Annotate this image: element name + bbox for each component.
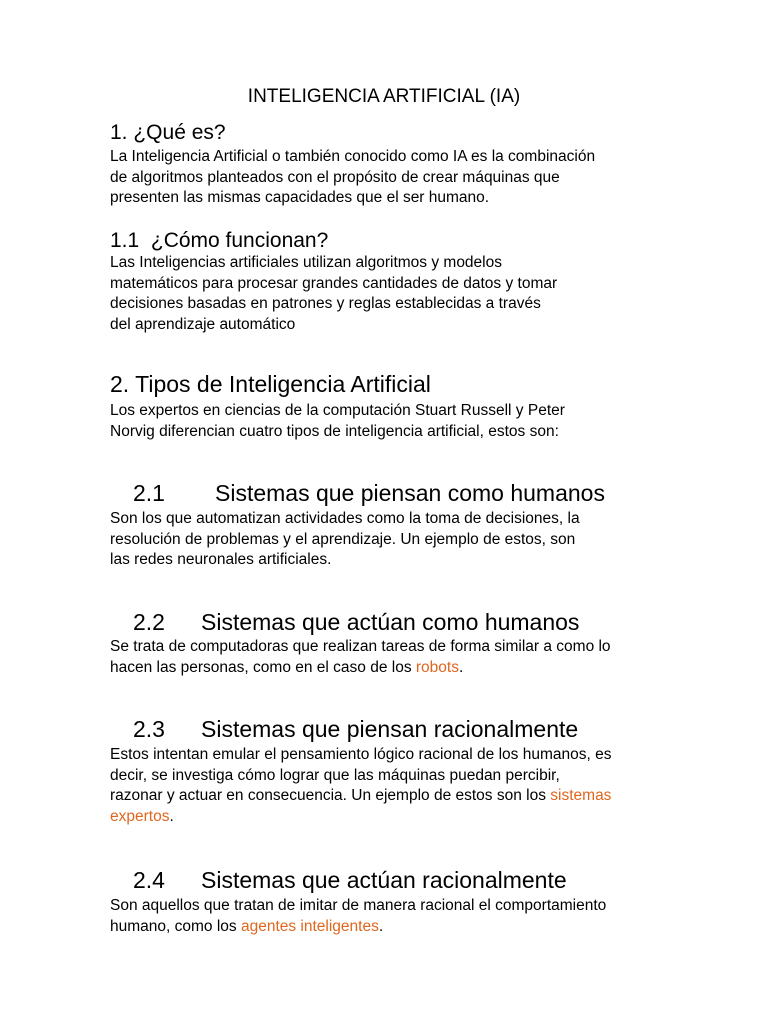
paragraph-line: Estos intentan emular el pensamiento lógico racional de los humanos, es xyxy=(110,746,612,763)
section-2-2-body xyxy=(110,637,611,678)
paragraph-line xyxy=(110,786,611,807)
paragraph-line: del aprendizaje automático xyxy=(110,315,296,333)
line-text: humano, como los xyxy=(110,917,241,935)
line-text: hacen las personas, como en el caso de los xyxy=(110,658,416,676)
section-2-4-heading: Sistemas que actúan racionalmente xyxy=(201,867,567,893)
paragraph-line: Son los que automatizan actividades como la toma de decisiones, la xyxy=(110,510,580,527)
sistemas-expertos-link[interactable]: expertos xyxy=(110,807,170,825)
document-title: INTELIGENCIA ARTIFICIAL (IA) xyxy=(247,86,521,107)
section-2-2-number: 2.2 xyxy=(133,609,165,635)
agentes-inteligentes-link[interactable]: agentes inteligentes xyxy=(240,917,379,935)
line-text: . xyxy=(458,658,464,676)
section-2-3-heading: Sistemas que piensan racionalmente xyxy=(201,716,579,742)
section-2-1-number: 2.1 xyxy=(133,480,165,506)
paragraph-line: Las Inteligencias artificiales utilizan algoritmos y modelos xyxy=(110,254,502,271)
section-2-2-heading: Sistemas que actúan como humanos xyxy=(201,609,580,635)
section-2-1-heading: Sistemas que piensan como humanos xyxy=(215,480,605,506)
paragraph-line xyxy=(110,917,606,938)
paragraph-line: presenten las mismas capacidades que el ser humano. xyxy=(110,189,490,206)
paragraph-line: matemáticos para procesar grandes cantidades de datos y tomar xyxy=(110,274,558,292)
section-2-heading: 2. Tipos de Inteligencia Artificial xyxy=(110,371,431,397)
sistemas-expertos-link[interactable]: sistemas xyxy=(550,787,612,804)
section-1-body xyxy=(110,147,595,209)
section-1-1-body xyxy=(110,253,557,335)
paragraph-line: las redes neuronales artificiales. xyxy=(110,551,332,568)
section-2-3-body xyxy=(110,745,611,827)
section-2-4-number: 2.4 xyxy=(133,867,165,893)
paragraph-line: de algoritmos planteados con el propósito de crear máquinas que xyxy=(110,168,560,186)
section-2-1-body xyxy=(110,509,580,571)
paragraph-line: Los expertos en ciencias de la computación Stuart Russell y Peter xyxy=(110,402,565,419)
section-1-1-heading: 1.1 ¿Cómo funcionan? xyxy=(110,229,329,252)
paragraph-line: decir, se investiga cómo lograr que las máquinas puedan percibir, xyxy=(110,766,560,784)
paragraph-line: Son aquellos que tratan de imitar de manera racional el comportamiento xyxy=(110,897,607,914)
paragraph-line xyxy=(110,807,611,828)
paragraph-line: decisiones basadas en patrones y reglas establecidas a través xyxy=(110,295,541,312)
line-text: . xyxy=(169,807,174,825)
line-text: razonar y actuar en consecuencia. Un ejemplo de estos son los xyxy=(110,787,551,804)
paragraph-line: resolución de problemas y el aprendizaje. Un ejemplo de estos, son xyxy=(110,530,576,548)
section-2-body xyxy=(110,401,565,442)
line-text: . xyxy=(378,917,384,935)
paragraph-line: Norvig diferencian cuatro tipos de inteligencia artificial, estos son: xyxy=(110,422,559,440)
paragraph-line: La Inteligencia Artificial o también conocido como IA es la combinación xyxy=(110,148,596,165)
paragraph-line xyxy=(110,658,611,679)
section-2-3-number: 2.3 xyxy=(133,716,165,742)
section-1-heading: 1. ¿Qué es? xyxy=(110,121,226,144)
robots-link[interactable]: robots xyxy=(415,658,459,676)
section-2-4-body xyxy=(110,896,606,937)
paragraph-line: Se trata de computadoras que realizan tareas de forma similar a como lo xyxy=(110,638,611,655)
